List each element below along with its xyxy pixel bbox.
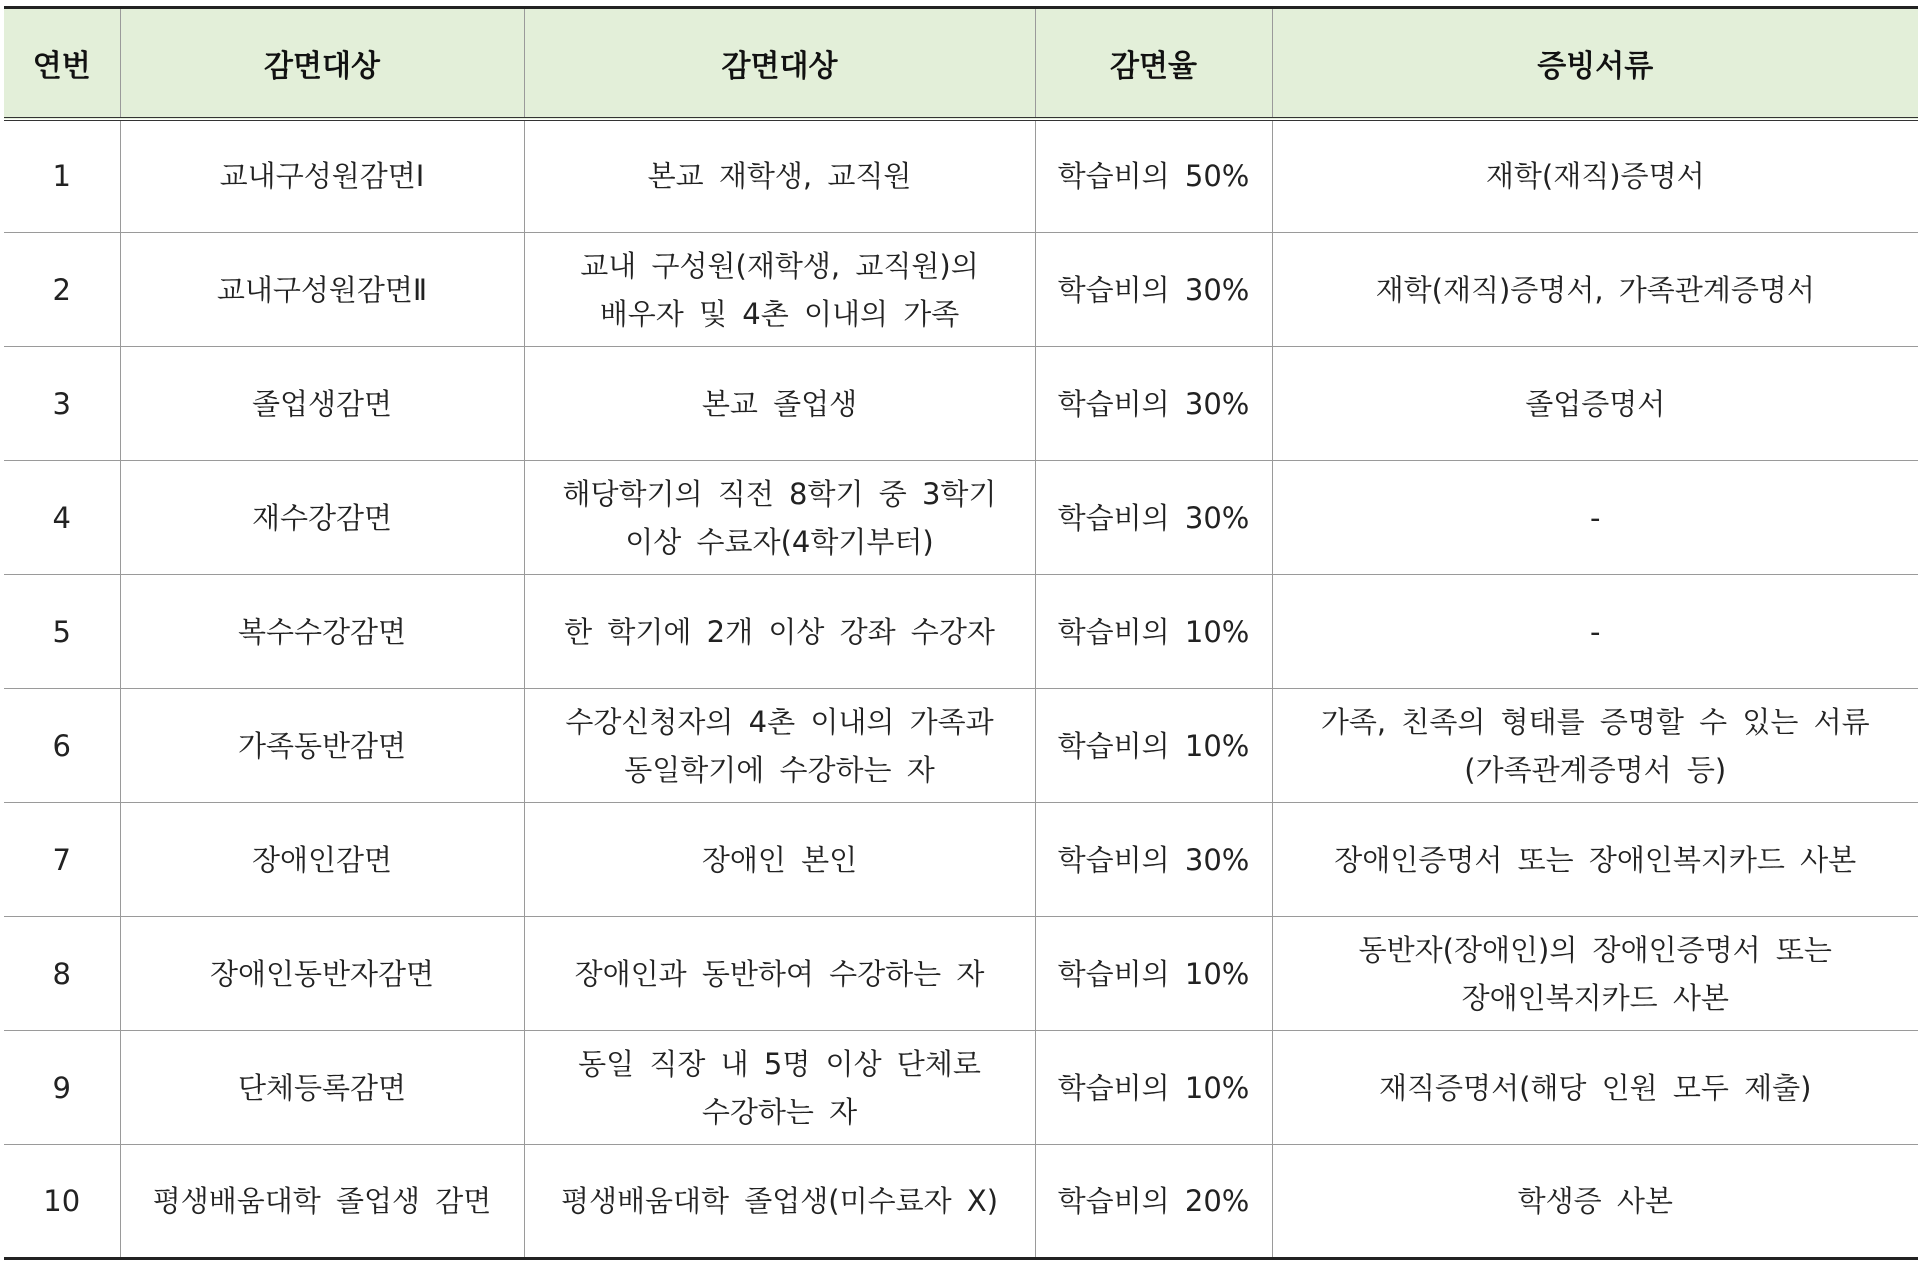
cell-target-line: 장애인 본인	[701, 842, 858, 877]
cell-docs-line: 재직증명서(해당 인원 모두 제출)	[1379, 1070, 1812, 1105]
cell-type: 재수강감면	[120, 461, 524, 575]
cell-target	[524, 575, 1035, 689]
cell-no: 9	[4, 1031, 120, 1145]
cell-target-line: 해당학기의 직전 8학기 중 3학기	[562, 476, 997, 511]
cell-docs	[1272, 461, 1918, 575]
cell-no: 4	[4, 461, 120, 575]
cell-docs	[1272, 347, 1918, 461]
cell-target	[524, 1145, 1035, 1259]
cell-docs-line: 가족, 친족의 형태를 증명할 수 있는 서류	[1320, 704, 1870, 739]
cell-docs-line: 졸업증명서	[1525, 386, 1666, 421]
cell-docs	[1272, 917, 1918, 1031]
cell-docs	[1272, 575, 1918, 689]
cell-target-line: 동일학기에 수강하는 자	[624, 752, 935, 787]
cell-target-line: 본교 재학생, 교직원	[647, 159, 912, 194]
cell-type: 평생배움대학 졸업생 감면	[120, 1145, 524, 1259]
cell-target-line: 본교 졸업생	[701, 386, 858, 421]
cell-target-line: 평생배움대학 졸업생(미수료자 X)	[560, 1184, 999, 1218]
table-body	[4, 119, 1918, 1259]
cell-type: 장애인감면	[120, 803, 524, 917]
table-row	[4, 233, 1918, 347]
table-row	[4, 917, 1918, 1031]
discount-table-container	[4, 6, 1918, 1260]
cell-docs	[1272, 233, 1918, 347]
table-row	[4, 347, 1918, 461]
cell-rate: 학습비의 30%	[1035, 803, 1272, 917]
cell-docs-line: -	[1590, 500, 1601, 535]
cell-rate: 학습비의 10%	[1035, 575, 1272, 689]
cell-no: 10	[4, 1145, 120, 1259]
cell-no: 6	[4, 689, 120, 803]
cell-target-line: 수강하는 자	[701, 1094, 858, 1129]
cell-rate: 학습비의 50%	[1035, 119, 1272, 233]
header-target: 감면대상	[524, 8, 1035, 119]
cell-target	[524, 1031, 1035, 1145]
header-row	[4, 8, 1918, 119]
cell-target	[524, 233, 1035, 347]
table-row	[4, 1031, 1918, 1145]
cell-docs-line: 장애인증명서 또는 장애인복지카드 사본	[1334, 842, 1857, 877]
table-row	[4, 119, 1918, 233]
table-row	[4, 689, 1918, 803]
cell-rate: 학습비의 30%	[1035, 347, 1272, 461]
discount-table	[4, 6, 1918, 1260]
cell-docs-line: 장애인복지카드 사본	[1461, 980, 1729, 1015]
cell-target-line: 수강신청자의 4촌 이내의 가족과	[565, 704, 994, 739]
cell-rate: 학습비의 30%	[1035, 233, 1272, 347]
header-docs: 증빙서류	[1272, 8, 1918, 119]
cell-target-line: 장애인과 동반하여 수강하는 자	[574, 956, 985, 991]
cell-docs-line: 학생증 사본	[1517, 1184, 1673, 1218]
cell-no: 8	[4, 917, 120, 1031]
cell-target-line: 교내 구성원(재학생, 교직원)의	[580, 248, 979, 283]
cell-target-line: 이상 수료자(4학기부터)	[625, 524, 934, 559]
cell-target	[524, 803, 1035, 917]
cell-rate: 학습비의 10%	[1035, 1031, 1272, 1145]
cell-target	[524, 461, 1035, 575]
cell-type: 단체등록감면	[120, 1031, 524, 1145]
cell-docs	[1272, 689, 1918, 803]
cell-target	[524, 347, 1035, 461]
header-rate: 감면율	[1035, 8, 1272, 119]
table-row	[4, 461, 1918, 575]
table-row	[4, 803, 1918, 917]
cell-target-line: 배우자 및 4촌 이내의 가족	[599, 296, 960, 331]
cell-target	[524, 917, 1035, 1031]
cell-type: 교내구성원감면Ⅰ	[120, 119, 524, 233]
cell-docs-line: -	[1590, 614, 1601, 649]
cell-type: 장애인동반자감면	[120, 917, 524, 1031]
cell-target	[524, 689, 1035, 803]
cell-no: 3	[4, 347, 120, 461]
header-type: 감면대상	[120, 8, 524, 119]
cell-rate: 학습비의 20%	[1035, 1145, 1272, 1259]
cell-target-line: 한 학기에 2개 이상 강좌 수강자	[564, 614, 995, 649]
table-header	[4, 8, 1918, 119]
cell-target	[524, 119, 1035, 233]
cell-rate: 학습비의 10%	[1035, 917, 1272, 1031]
cell-docs-line: 재학(재직)증명서	[1485, 159, 1705, 194]
cell-type: 가족동반감면	[120, 689, 524, 803]
cell-no: 1	[4, 119, 120, 233]
cell-type: 졸업생감면	[120, 347, 524, 461]
cell-no: 2	[4, 233, 120, 347]
cell-docs-line: (가족관계증명서 등)	[1464, 752, 1727, 787]
cell-docs	[1272, 1031, 1918, 1145]
cell-rate: 학습비의 30%	[1035, 461, 1272, 575]
cell-type: 교내구성원감면Ⅱ	[120, 233, 524, 347]
cell-docs	[1272, 803, 1918, 917]
header-no: 연번	[4, 8, 120, 119]
cell-no: 7	[4, 803, 120, 917]
cell-docs-line: 동반자(장애인)의 장애인증명서 또는	[1358, 932, 1832, 967]
cell-docs	[1272, 1145, 1918, 1259]
cell-docs	[1272, 119, 1918, 233]
table-row	[4, 575, 1918, 689]
cell-no: 5	[4, 575, 120, 689]
cell-rate: 학습비의 10%	[1035, 689, 1272, 803]
cell-target-line: 동일 직장 내 5명 이상 단체로	[578, 1046, 981, 1081]
cell-type: 복수수강감면	[120, 575, 524, 689]
table-row	[4, 1145, 1918, 1259]
cell-docs-line: 재학(재직)증명서, 가족관계증명서	[1375, 272, 1815, 307]
